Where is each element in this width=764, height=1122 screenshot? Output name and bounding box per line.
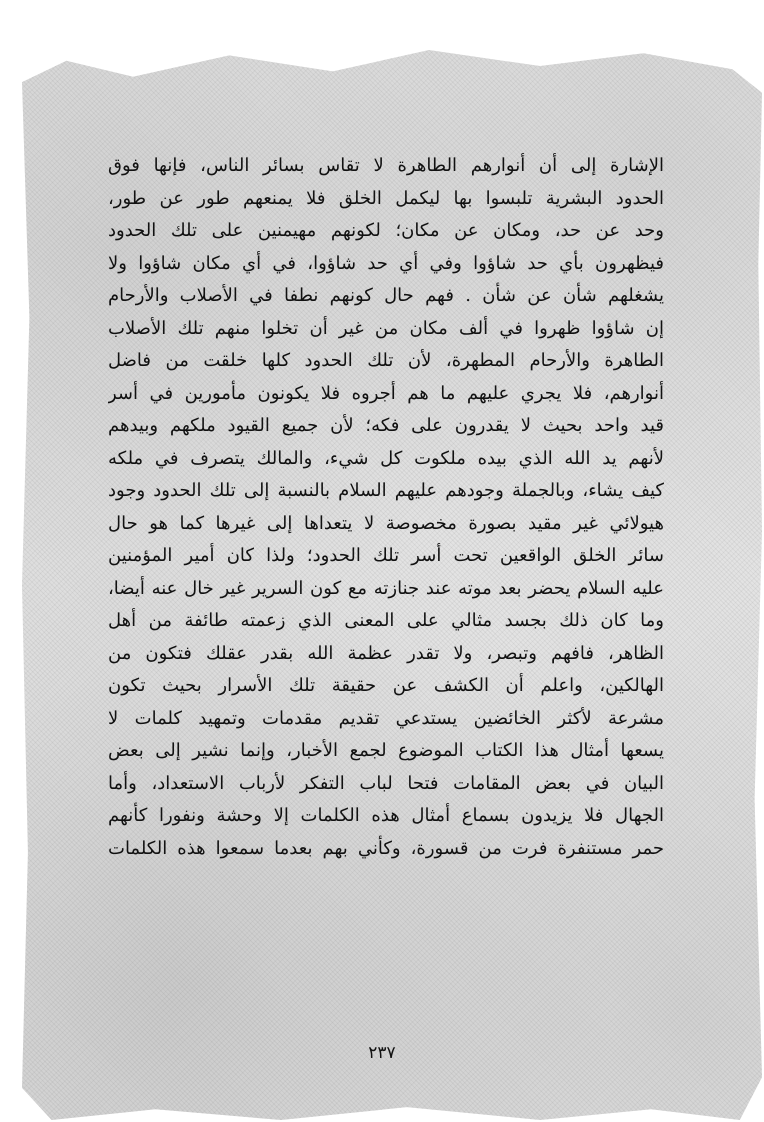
text-line: يشغلهم شأن عن شأن . فهم حال كونهم نطفا في الأصلاب والأرحام: [108, 285, 664, 306]
text-line: قيد واحد بحيث لا يقدرون على فكه؛ لأن جميع القيود ملكهم وبيدهم: [108, 415, 664, 436]
text-line: سائر الخلق الواقعين تحت أسر تلك الحدود؛ ولذا كان أمير المؤمنين: [108, 545, 664, 566]
text-line: البيان في بعض المقامات فتحا لباب التفكر لأرباب الاستعداد، وأما: [108, 772, 664, 794]
text-line: عليه السلام يحضر بعد موته عند جنازته مع كون السرير غير خال عنه أيضا،: [108, 577, 664, 599]
text-line: الجهال فلا يزيدون بسماع أمثال هذه الكلمات إلا وحشة ونفورا كأنهم: [108, 805, 664, 826]
text-line: فيظهرون بأي حد شاؤوا وفي أي حد شاؤوا، في أي مكان شاؤوا ولا: [108, 252, 664, 274]
text-line: الحدود البشرية تلبسوا بها ليكمل الخلق فلا يمنعهم طور عن طور،: [108, 187, 664, 209]
text-line: الإشارة إلى أن أنوارهم الطاهرة لا تقاس بسائر الناس، فإنها فوق: [108, 155, 664, 176]
text-line: هيولائي غير مقيد بصورة مخصوصة لا يتعداها إلى غيرها كما هو حال: [108, 512, 664, 534]
page-number: ٢٣٧: [368, 1043, 396, 1063]
text-line: مشرعة لأكثر الخائضين يستدعي تقديم مقدمات وتمهيد كلمات لا: [108, 707, 664, 729]
text-line: لأنهم يد الله الذي بيده ملكوت كل شيء، والمالك يتصرف في ملكه: [108, 447, 664, 469]
text-line: الطاهرة والأرحام المطهرة، لأن تلك الحدود كلها خلقت من فاضل: [108, 350, 664, 371]
text-line: يسعها أمثال هذا الكتاب الموضوع لجمع الأخبار، وإنما نشير إلى بعض: [108, 740, 664, 761]
body-text: [108, 150, 664, 865]
text-line: الظاهر، فافهم وتبصر، ولا تقدر عظمة الله بقدر عقلك فتكون من: [108, 642, 664, 664]
text-line: وحد عن حد، ومكان عن مكان؛ لكونهم مهيمنين على تلك الحدود: [108, 220, 664, 241]
text-line: حمر مستنفرة فرت من قسورة، وكأني بهم بعدما سمعوا هذه الكلمات: [108, 837, 664, 859]
text-line: وما كان ذلك بجسد مثالي على المعنى الذي زعمته طائفة من أهل: [108, 610, 664, 631]
text-line: أنوارهم، فلا يجري عليهم ما هم أجروه فلا يكونون مأمورين في أسر: [108, 382, 664, 404]
text-line: كيف يشاء، وبالجملة وجودهم عليهم السلام بالنسبة إلى تلك الحدود وجود: [108, 480, 664, 501]
text-line: الهالكين، واعلم أن الكشف عن حقيقة تلك الأسرار بحيث تكون: [108, 675, 664, 696]
text-line: إن شاؤوا ظهروا في ألف مكان من غير أن تخلوا منهم تلك الأصلاب: [108, 317, 664, 339]
